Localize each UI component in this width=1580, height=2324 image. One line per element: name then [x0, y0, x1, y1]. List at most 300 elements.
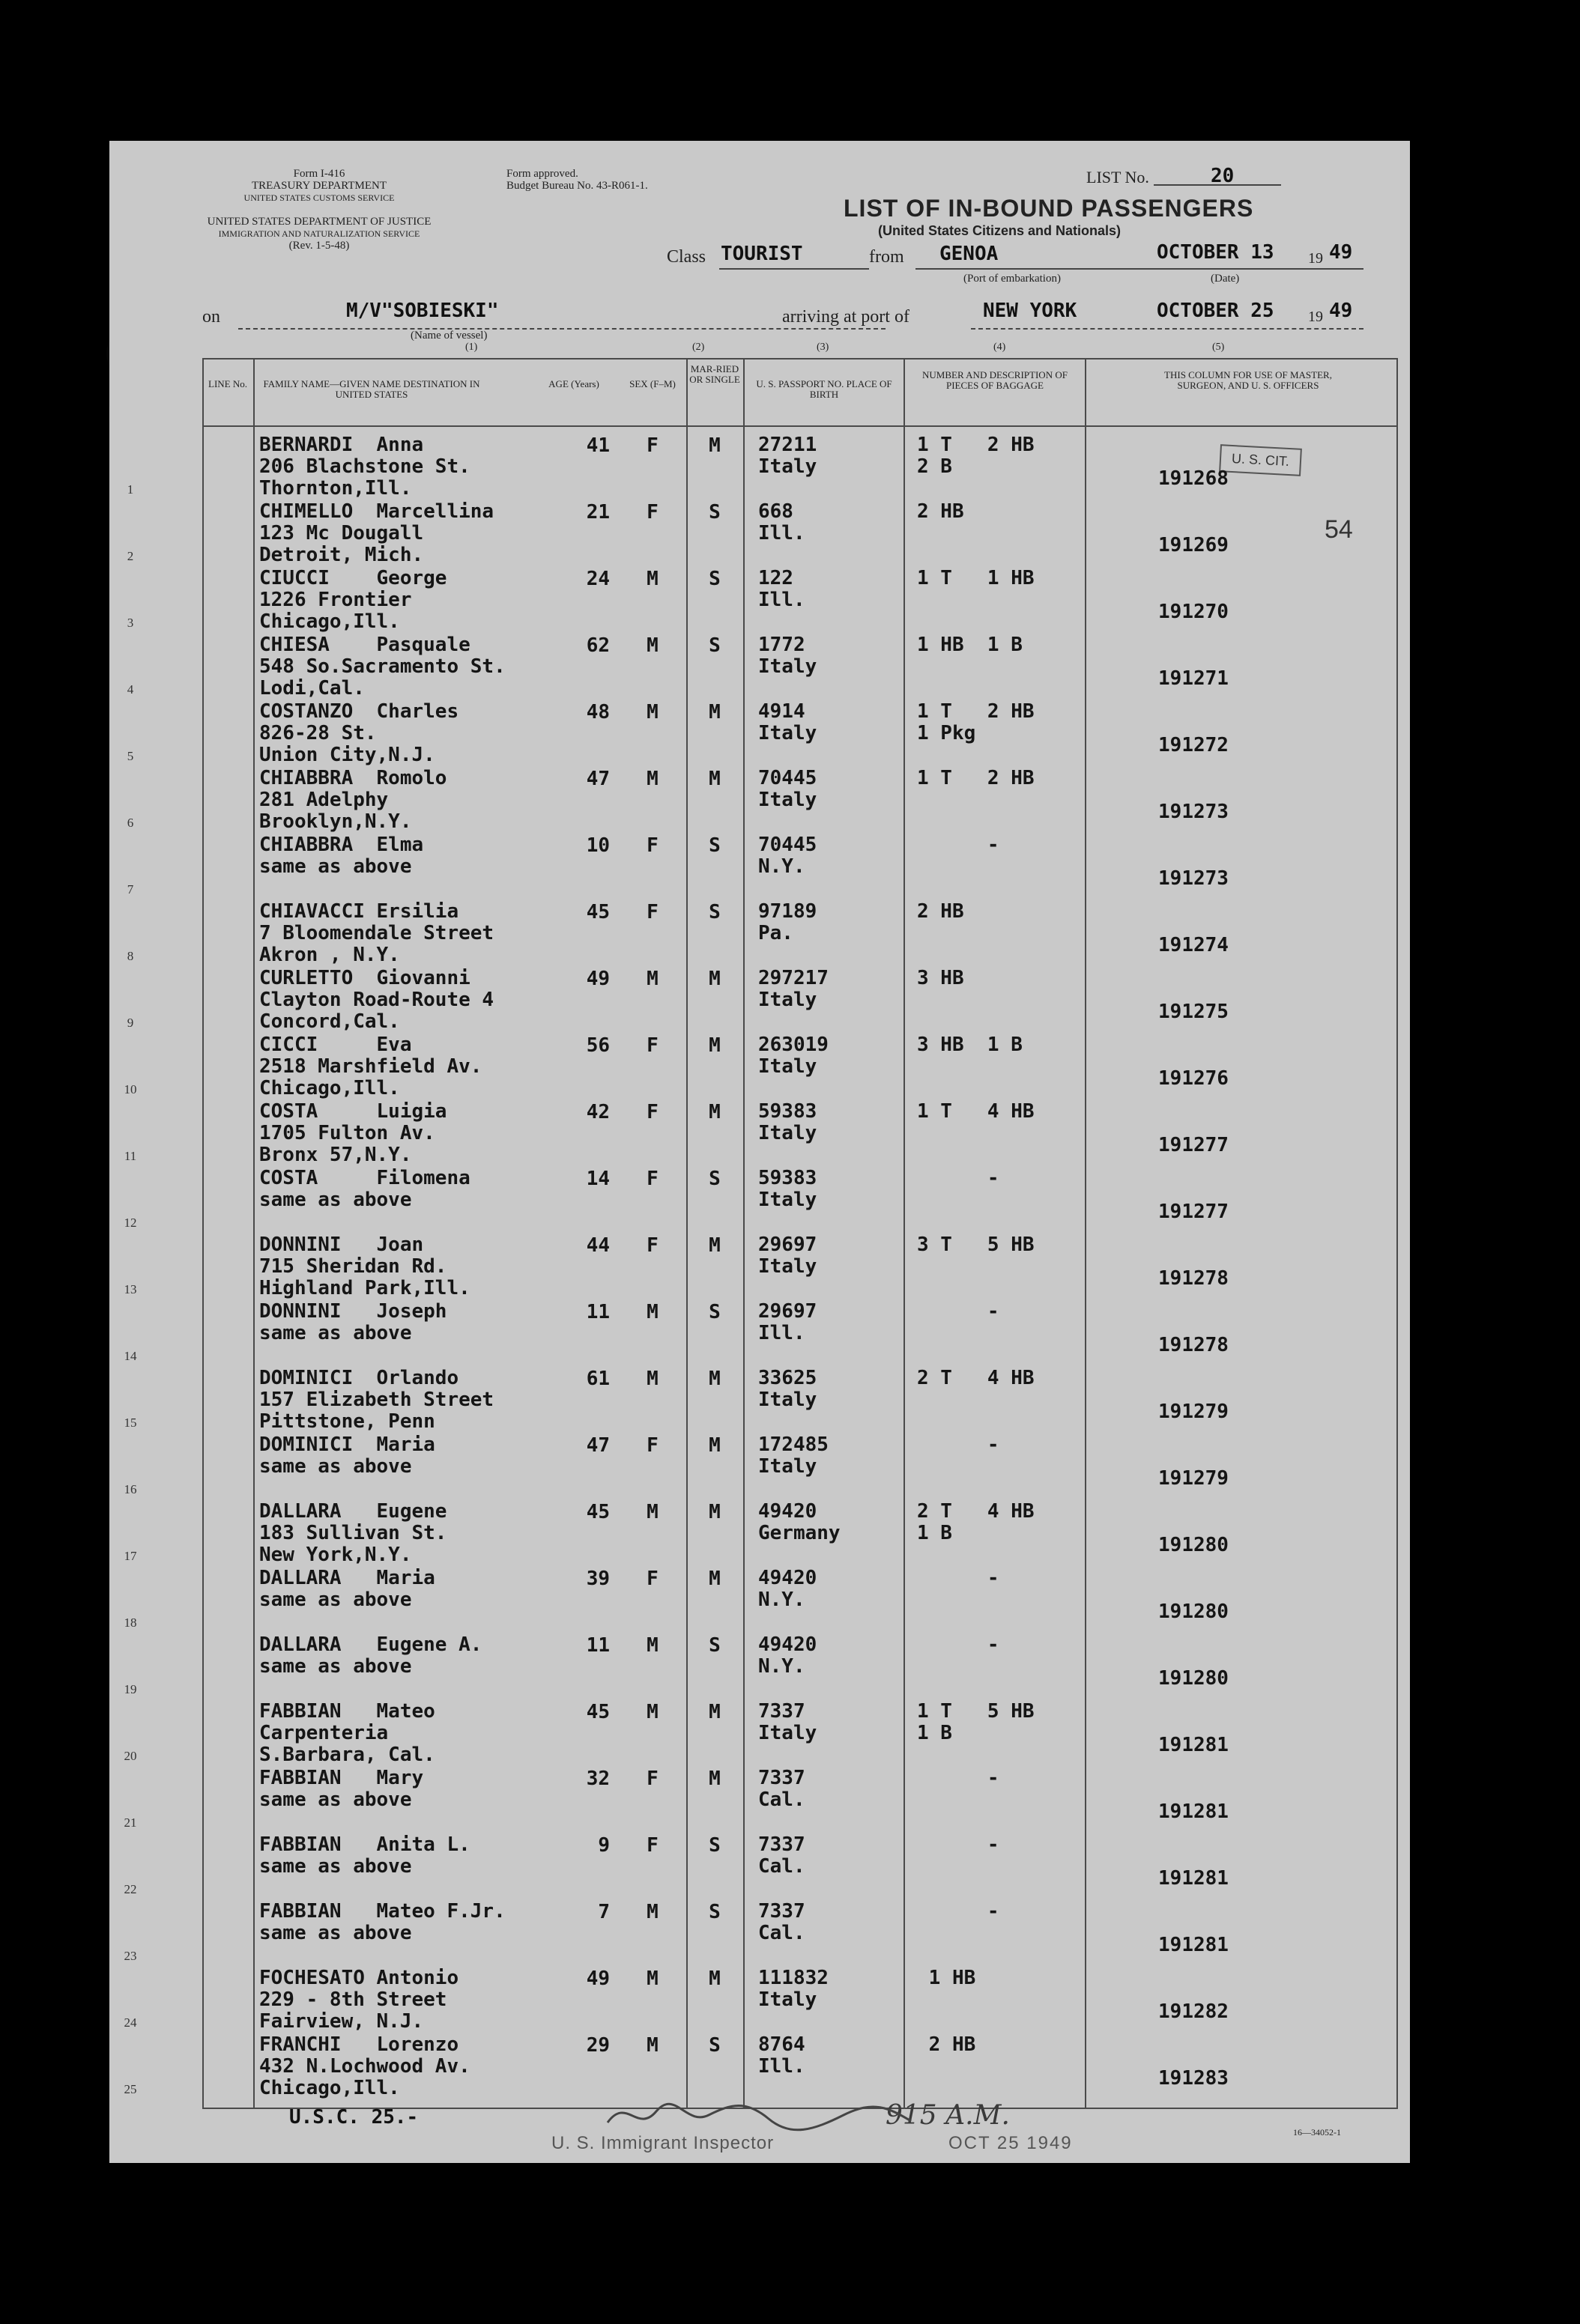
destination-street: 715 Sheridan Rd. — [259, 1255, 447, 1278]
baggage-line-1: - — [917, 1300, 999, 1323]
port-of-embarkation: GENOA — [939, 243, 999, 265]
passport-number: 297217 — [758, 967, 829, 989]
line-number: 16 — [124, 1482, 137, 1496]
departure-year: 49 — [1329, 241, 1353, 264]
marital-status: M — [709, 1101, 721, 1123]
form-number: Form I-416 — [293, 168, 345, 180]
doj-block — [199, 216, 439, 252]
age: 9 — [598, 1834, 610, 1857]
baggage-line-1: 1 T 2 HB — [917, 700, 1035, 723]
line-number: 18 — [124, 1615, 137, 1630]
marital-status: M — [709, 1234, 721, 1257]
passport-number: 263019 — [758, 1034, 829, 1056]
passport-number: 70445 — [758, 834, 817, 856]
vessel-caption: (Name of vessel) — [411, 330, 488, 342]
destination-street: same as above — [259, 1455, 412, 1478]
caption-5: (5) — [1212, 342, 1225, 353]
age: 45 — [586, 1701, 610, 1723]
passport-number: 1772 — [758, 634, 805, 656]
table-row — [109, 768, 1410, 834]
destination-city: Brooklyn,N.Y. — [259, 810, 412, 833]
line-number: 15 — [124, 1416, 137, 1430]
place-of-birth: Pa. — [758, 922, 793, 944]
form-service: UNITED STATES CUSTOMS SERVICE — [243, 192, 395, 203]
col-header-name: FAMILY NAME—GIVEN NAME DESTINATION IN UNITED STATES — [263, 378, 480, 400]
baggage-line-1: 1 T 2 HB — [917, 767, 1035, 789]
sex: M — [647, 1501, 659, 1523]
marital-status: S — [709, 634, 721, 657]
passport-number: 4914 — [758, 700, 805, 723]
passport-number: 172485 — [758, 1433, 829, 1456]
destination-city: Chicago,Ill. — [259, 2077, 400, 2099]
passenger-name: CHIMELLO Marcellina — [259, 500, 494, 523]
officer-number: 191280 — [1158, 1534, 1229, 1556]
passport-number: 7337 — [758, 1900, 805, 1923]
marital-status: M — [709, 1967, 721, 1990]
table-row — [109, 1301, 1410, 1368]
sex: M — [647, 968, 659, 990]
destination-street: same as above — [259, 1655, 412, 1678]
baggage-line-1: - — [917, 1833, 999, 1856]
sex: M — [647, 1901, 659, 1923]
officer-number: 191276 — [1158, 1067, 1229, 1090]
passenger-name: FABBIAN Mary — [259, 1767, 424, 1789]
place-of-birth: Ill. — [758, 589, 805, 611]
place-of-birth: N.Y. — [758, 1589, 805, 1611]
destination-street: 229 - 8th Street — [259, 1988, 447, 2011]
officer-number: 191280 — [1158, 1601, 1229, 1623]
passport-number: 7337 — [758, 1700, 805, 1723]
inspector-date-stamp: OCT 25 1949 — [948, 2133, 1073, 2153]
passenger-name: DOMINICI Maria — [259, 1433, 435, 1456]
officer-number: 191270 — [1158, 601, 1229, 623]
marital-status: M — [709, 1034, 721, 1057]
caption-2: (2) — [692, 342, 705, 353]
line-number: 6 — [127, 816, 134, 830]
departure-year-prefix: 19 — [1308, 250, 1323, 267]
col-header-officers: THIS COLUMN FOR USE OF MASTER, SURGEON, AND U. S. OFFICERS — [1164, 369, 1332, 391]
destination-street: same as above — [259, 1589, 412, 1611]
place-of-birth: Italy — [758, 1255, 817, 1278]
passenger-name: BERNARDI Anna — [259, 434, 424, 456]
margin-number: 54 — [1325, 515, 1353, 544]
col-header-married: MAR-RIED OR SINGLE — [689, 363, 740, 385]
table-row — [109, 1368, 1410, 1434]
marital-status: M — [709, 1568, 721, 1590]
marital-status: M — [709, 1768, 721, 1790]
destination-street: 432 N.Lochwood Av. — [259, 2055, 470, 2078]
passport-number: 7337 — [758, 1833, 805, 1856]
sex: F — [647, 1434, 659, 1457]
on-label: on — [202, 307, 220, 327]
marital-status: S — [709, 501, 721, 524]
destination-city: Fairview, N.J. — [259, 2010, 424, 2033]
vessel-name: M/V"SOBIESKI" — [346, 300, 499, 322]
place-of-birth: Cal. — [758, 1855, 805, 1878]
place-of-birth: Italy — [758, 1055, 817, 1078]
port-embark-caption: (Port of embarkation) — [963, 273, 1061, 285]
table-row — [109, 1834, 1410, 1901]
officer-number: 191273 — [1158, 801, 1229, 823]
age: 41 — [586, 434, 610, 457]
destination-street: 123 Mc Dougall — [259, 522, 424, 544]
col-header-age: AGE (Years) — [548, 378, 599, 389]
marital-status: M — [709, 701, 721, 723]
age: 11 — [586, 1634, 610, 1657]
sex: M — [647, 634, 659, 657]
table-row — [109, 901, 1410, 968]
class-underline — [719, 268, 869, 270]
arrival-year: 49 — [1329, 300, 1353, 322]
age: 47 — [586, 768, 610, 790]
age: 39 — [586, 1568, 610, 1590]
line-number: 10 — [124, 1082, 137, 1096]
table-row — [109, 1634, 1410, 1701]
table-row — [109, 1234, 1410, 1301]
passport-number: 49420 — [758, 1633, 817, 1656]
destination-city: Thornton,Ill. — [259, 477, 412, 500]
passport-number: 59383 — [758, 1167, 817, 1189]
officer-number: 191279 — [1158, 1401, 1229, 1423]
ins-line: IMMIGRATION AND NATURALIZATION SERVICE — [218, 228, 420, 239]
baggage-line-2: 2 B — [917, 455, 952, 478]
place-of-birth: Germany — [758, 1522, 841, 1544]
table-row — [109, 1501, 1410, 1568]
passport-number: 59383 — [758, 1100, 817, 1123]
col-header-line: LINE No. — [208, 378, 247, 389]
table-row — [109, 501, 1410, 568]
place-of-birth: Italy — [758, 1122, 817, 1144]
sex: F — [647, 1568, 659, 1590]
table-row — [109, 634, 1410, 701]
table-row — [109, 1967, 1410, 2034]
destination-street: 281 Adelphy — [259, 789, 389, 811]
table-row — [109, 1101, 1410, 1168]
destination-street: same as above — [259, 1322, 412, 1344]
destination-city: Detroit, Mich. — [259, 544, 424, 566]
usc-total: U.S.C. 25.- — [289, 2106, 419, 2129]
manifest-page — [109, 141, 1410, 2163]
officer-number: 191277 — [1158, 1134, 1229, 1156]
destination-street: same as above — [259, 1788, 412, 1811]
destination-city: S.Barbara, Cal. — [259, 1744, 435, 1766]
place-of-birth: Italy — [758, 989, 817, 1011]
passport-number: 70445 — [758, 767, 817, 789]
destination-city: Concord,Cal. — [259, 1010, 400, 1033]
officer-number: 191283 — [1158, 2067, 1229, 2090]
baggage-line-1: 1 HB — [917, 1967, 976, 1989]
destination-street: 7 Bloomendale Street — [259, 922, 494, 944]
passport-number: 29697 — [758, 1234, 817, 1256]
sex: M — [647, 1301, 659, 1323]
destination-city: Pittstone, Penn — [259, 1410, 435, 1433]
marital-status: S — [709, 1634, 721, 1657]
arrival-date: OCTOBER 25 — [1157, 300, 1274, 322]
sex: F — [647, 1234, 659, 1257]
passport-number: 8764 — [758, 2033, 805, 2056]
officer-number: 191278 — [1158, 1334, 1229, 1356]
destination-city: Chicago,Ill. — [259, 610, 400, 633]
baggage-line-2: 1 B — [917, 1522, 952, 1544]
baggage-line-1: 1 HB 1 B — [917, 634, 1023, 656]
age: 14 — [586, 1168, 610, 1190]
table-row — [109, 1768, 1410, 1834]
departure-underline — [1154, 268, 1363, 270]
baggage-line-1: 2 HB — [917, 900, 964, 923]
age: 42 — [586, 1101, 610, 1123]
sex: F — [647, 1834, 659, 1857]
line-number: 7 — [127, 882, 134, 896]
departure-date: OCTOBER 13 — [1157, 241, 1274, 264]
passenger-name: DALLARA Eugene A. — [259, 1633, 482, 1656]
officer-number: 191280 — [1158, 1667, 1229, 1690]
place-of-birth: Italy — [758, 1455, 817, 1478]
class-label: Class — [667, 247, 706, 267]
passport-number: 27211 — [758, 434, 817, 456]
line-number: 4 — [127, 682, 134, 697]
marital-status: M — [709, 1368, 721, 1390]
age: 7 — [598, 1901, 610, 1923]
form-number-block — [229, 168, 409, 204]
line-number: 19 — [124, 1682, 137, 1696]
passenger-name: CURLETTO Giovanni — [259, 967, 470, 989]
passport-number: 7337 — [758, 1767, 805, 1789]
passport-number: 668 — [758, 500, 793, 523]
sex: F — [647, 1168, 659, 1190]
destination-street: 157 Elizabeth Street — [259, 1389, 494, 1411]
marital-status: S — [709, 1901, 721, 1923]
line-number: 23 — [124, 1949, 137, 1963]
age: 21 — [586, 501, 610, 524]
line-number: 13 — [124, 1282, 137, 1296]
age: 44 — [586, 1234, 610, 1257]
baggage-line-1: 3 T 5 HB — [917, 1234, 1035, 1256]
table-row — [109, 834, 1410, 901]
destination-street: Carpenteria — [259, 1722, 389, 1744]
inspector-caption: U. S. Immigrant Inspector — [551, 2133, 775, 2153]
age: 61 — [586, 1368, 610, 1390]
col-header-passport: U. S. PASSPORT NO. PLACE OF BIRTH — [756, 378, 892, 400]
inspector-signature — [604, 2093, 918, 2138]
table-row — [109, 1034, 1410, 1101]
passenger-name: COSTANZO Charles — [259, 700, 459, 723]
place-of-birth: Italy — [758, 1389, 817, 1411]
officer-number: 191269 — [1158, 534, 1229, 556]
officer-number: 191275 — [1158, 1001, 1229, 1023]
marital-status: M — [709, 1501, 721, 1523]
officer-number: 191271 — [1158, 667, 1229, 690]
age: 49 — [586, 968, 610, 990]
marital-status: M — [709, 1701, 721, 1723]
officer-number: 191281 — [1158, 1867, 1229, 1890]
baggage-line-1: 2 T 4 HB — [917, 1500, 1035, 1523]
caption-1: (1) — [465, 342, 478, 353]
age: 45 — [586, 901, 610, 923]
baggage-line-1: 1 T 2 HB — [917, 434, 1035, 456]
baggage-line-1: - — [917, 1767, 999, 1789]
baggage-line-1: 3 HB — [917, 967, 964, 989]
sex: F — [647, 1101, 659, 1123]
age: 45 — [586, 1501, 610, 1523]
passenger-name: FRANCHI Lorenzo — [259, 2033, 459, 2056]
sex: M — [647, 768, 659, 790]
line-number: 24 — [124, 2015, 137, 2030]
officer-number: 191268 — [1158, 467, 1229, 490]
line-number: 22 — [124, 1882, 137, 1896]
officer-number: 191277 — [1158, 1201, 1229, 1223]
place-of-birth: Italy — [758, 1189, 817, 1211]
sex: M — [647, 1634, 659, 1657]
arrival-underline — [971, 328, 1363, 330]
place-of-birth: Ill. — [758, 2055, 805, 2078]
destination-street: 206 Blachstone St. — [259, 455, 470, 478]
passenger-name: COSTA Filomena — [259, 1167, 470, 1189]
place-of-birth: Italy — [758, 789, 817, 811]
col-header-baggage: NUMBER AND DESCRIPTION OF PIECES OF BAGGAGE — [922, 369, 1068, 391]
table-top-rule — [202, 358, 1398, 359]
destination-street: same as above — [259, 855, 412, 878]
table-row — [109, 2034, 1410, 2101]
caption-3: (3) — [817, 342, 829, 353]
passport-number: 111832 — [758, 1967, 829, 1989]
age: 49 — [586, 1967, 610, 1990]
baggage-line-1: 2 HB — [917, 2033, 976, 2056]
passenger-name: COSTA Luigia — [259, 1100, 447, 1123]
baggage-line-1: - — [917, 1567, 999, 1589]
officer-number: 191278 — [1158, 1267, 1229, 1290]
marital-status: S — [709, 1301, 721, 1323]
destination-city: Bronx 57,N.Y. — [259, 1144, 412, 1166]
passenger-name: FABBIAN Mateo — [259, 1700, 435, 1723]
age: 48 — [586, 701, 610, 723]
table-row — [109, 1701, 1410, 1768]
col-header-sex: SEX (F–M) — [629, 378, 676, 389]
passport-number: 33625 — [758, 1367, 817, 1389]
destination-city: Lodi,Cal. — [259, 677, 365, 700]
marital-status: M — [709, 968, 721, 990]
sex: M — [647, 1368, 659, 1390]
line-number: 9 — [127, 1016, 134, 1030]
marital-status: M — [709, 768, 721, 790]
marital-status: S — [709, 834, 721, 857]
sex: F — [647, 901, 659, 923]
destination-city: Chicago,Ill. — [259, 1077, 400, 1099]
line-number: 2 — [127, 549, 134, 563]
table-row — [109, 701, 1410, 768]
destination-city: Union City,N.J. — [259, 744, 435, 766]
age: 10 — [586, 834, 610, 857]
passport-number: 49420 — [758, 1567, 817, 1589]
passport-number: 122 — [758, 567, 793, 589]
officer-number: 191281 — [1158, 1734, 1229, 1756]
class-value: TOURIST — [721, 243, 803, 265]
arriving-label: arriving at port of — [782, 307, 909, 327]
marital-status: M — [709, 434, 721, 457]
passenger-name: CIUCCI George — [259, 567, 447, 589]
date-caption: (Date) — [1211, 273, 1240, 285]
baggage-line-1: 1 T 4 HB — [917, 1100, 1035, 1123]
passenger-name: DONNINI Joan — [259, 1234, 424, 1256]
line-number: 25 — [124, 2082, 137, 2096]
place-of-birth: Italy — [758, 722, 817, 744]
doj-line: UNITED STATES DEPARTMENT OF JUSTICE — [207, 216, 432, 228]
table-header-rule — [202, 425, 1398, 427]
line-number: 11 — [124, 1149, 137, 1163]
destination-street: 1705 Fulton Av. — [259, 1122, 435, 1144]
sex: M — [647, 1967, 659, 1990]
table-row — [109, 568, 1410, 634]
baggage-line-1: 1 T 1 HB — [917, 567, 1035, 589]
line-number: 14 — [124, 1349, 137, 1363]
passenger-name: DALLARA Maria — [259, 1567, 435, 1589]
passenger-name: CHIABBRA Romolo — [259, 767, 447, 789]
passenger-name: FABBIAN Anita L. — [259, 1833, 470, 1856]
destination-street: 826-28 St. — [259, 722, 377, 744]
line-number: 5 — [127, 749, 134, 763]
from-label: from — [869, 247, 904, 267]
baggage-line-1: - — [917, 834, 999, 856]
baggage-line-1: - — [917, 1167, 999, 1189]
officer-number: 191272 — [1158, 734, 1229, 756]
passenger-table-body — [109, 434, 1410, 2105]
approval-line: Form approved. — [506, 168, 578, 180]
list-number: 20 — [1211, 165, 1235, 187]
arrival-port: NEW YORK — [983, 300, 1077, 322]
age: 29 — [586, 2034, 610, 2057]
destination-city: New York,N.Y. — [259, 1544, 412, 1566]
line-number: 21 — [124, 1815, 137, 1830]
destination-street: 2518 Marshfield Av. — [259, 1055, 482, 1078]
place-of-birth: Cal. — [758, 1922, 805, 1944]
list-subtitle: (United States Citizens and Nationals) — [878, 223, 1122, 238]
table-row — [109, 1168, 1410, 1234]
destination-street: 183 Sullivan St. — [259, 1522, 447, 1544]
destination-street: Clayton Road-Route 4 — [259, 989, 494, 1011]
place-of-birth: Ill. — [758, 522, 805, 544]
budget-bureau-line: Budget Bureau No. 43-R061-1. — [506, 180, 648, 192]
officer-number: 191281 — [1158, 1934, 1229, 1956]
destination-street: 548 So.Sacramento St. — [259, 655, 506, 678]
destination-street: same as above — [259, 1189, 412, 1211]
sex: F — [647, 1034, 659, 1057]
us-citizen-stamp: U. S. CIT. — [1219, 444, 1302, 476]
age: 62 — [586, 634, 610, 657]
baggage-line-1: - — [917, 1900, 999, 1923]
place-of-birth: Italy — [758, 455, 817, 478]
passport-number: 49420 — [758, 1500, 817, 1523]
destination-street: same as above — [259, 1922, 412, 1944]
marital-status: M — [709, 1434, 721, 1457]
passenger-name: CICCI Eva — [259, 1034, 412, 1056]
vessel-underline — [238, 328, 886, 330]
place-of-birth: Italy — [758, 655, 817, 678]
officer-number: 191281 — [1158, 1800, 1229, 1823]
passenger-name: FABBIAN Mateo F.Jr. — [259, 1900, 506, 1923]
age: 47 — [586, 1434, 610, 1457]
place-of-birth: Italy — [758, 1722, 817, 1744]
table-row — [109, 968, 1410, 1034]
line-number: 20 — [124, 1749, 137, 1763]
passport-number: 29697 — [758, 1300, 817, 1323]
approval-block — [506, 168, 671, 192]
line-number: 3 — [127, 616, 134, 630]
destination-city: Akron , N.Y. — [259, 944, 400, 966]
place-of-birth: Italy — [758, 1988, 817, 2011]
passenger-name: DALLARA Eugene — [259, 1500, 447, 1523]
list-number-label: LIST No. — [1086, 168, 1149, 186]
sex: M — [647, 2034, 659, 2057]
sex: M — [647, 1701, 659, 1723]
